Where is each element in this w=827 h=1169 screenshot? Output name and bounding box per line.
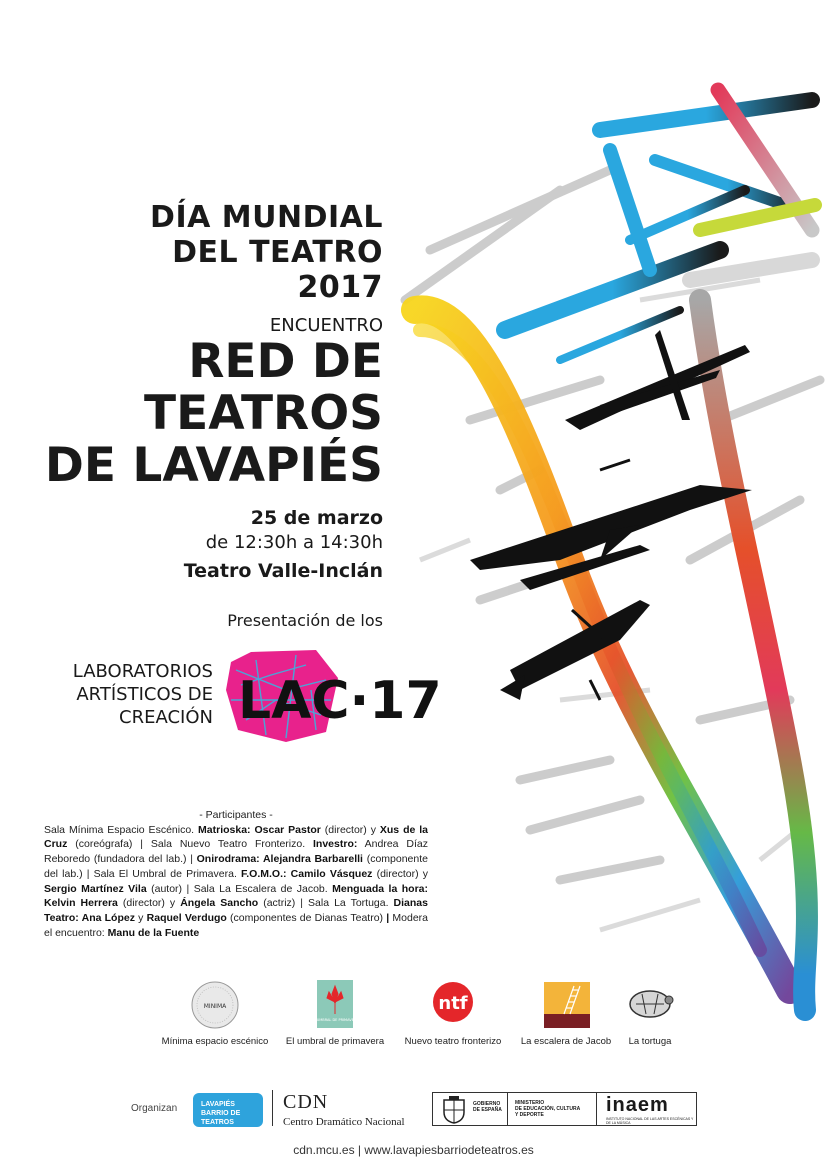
government-text — [473, 1101, 502, 1113]
cdn-logo-title: CDN — [283, 1091, 329, 1113]
lab-line-2: ARTÍSTICOS DE — [76, 684, 213, 705]
event-venue: Teatro Valle-Inclán — [183, 560, 383, 582]
divider — [272, 1090, 273, 1126]
venue-logo-tortuga — [620, 980, 680, 1047]
participants-text-14: Menguada la hora: Kelvin Herrera — [44, 882, 428, 910]
venue-logo-umbral — [285, 980, 385, 1047]
participants-header: - Participantes - — [199, 809, 273, 821]
ntf-logo-text: ntf — [438, 993, 468, 1014]
lavapies-logo-line-1: LAVAPIÉS — [201, 1101, 235, 1108]
title-line-2: DEL TEATRO — [172, 235, 383, 270]
participants-text-6: Investro: — [313, 838, 358, 851]
venue-caption: El umbral de primavera — [285, 1036, 385, 1047]
presentation-text: Presentación de los — [227, 611, 383, 630]
participants-text-21: (componentes de Dianas Teatro) — [226, 911, 387, 924]
minima-logo-icon — [185, 980, 245, 1030]
venue-caption: La tortuga — [628, 1036, 672, 1047]
participants-text-15: (director) y — [117, 897, 181, 910]
minima-logo-text: MINIMA — [203, 1003, 227, 1010]
government-logo — [432, 1092, 697, 1126]
participants-text-17: (actriz) | Sala La Tortuga. — [258, 897, 394, 910]
event-title-line-3: DE LAVAPIÉS — [44, 438, 383, 493]
participants-text-18: Dianas Teatro: Ana López — [44, 897, 428, 924]
participants-text-24: Manu de la Fuente — [107, 926, 200, 939]
participants-text-10: F.O.M.O.: Camilo Vásquez — [241, 867, 373, 880]
participants-text-19: y — [134, 911, 147, 924]
event-time: de 12:30h a 14:30h — [205, 532, 383, 553]
umbral-logo-text: EL UMBRAL DE PRIMAVERA — [311, 1018, 359, 1022]
lac17-logo-text: LAC·17 — [238, 671, 442, 731]
participants-text-11: (director) y — [372, 867, 428, 880]
participants-text-3: (director) y — [320, 823, 380, 836]
inaem-subtitle: INSTITUTO NACIONAL DE LAS ARTES ESCÉNICAS Y DE LA MÚSICA — [606, 1117, 694, 1125]
lab-line-3: CREACIÓN — [119, 707, 213, 728]
participants-text-8: Onirodrama: Alejandra Barbarelli — [196, 853, 363, 866]
umbral-logo-icon — [305, 980, 365, 1030]
ministry-text-1: MINISTERIO — [515, 1100, 545, 1106]
venue-caption: La escalera de Jacob — [520, 1036, 612, 1047]
venue-logo-ntf — [404, 980, 502, 1047]
government-text-2: DE ESPAÑA — [473, 1107, 502, 1113]
organizers-bar — [0, 1088, 827, 1138]
participants-text-16: Ángela Sancho — [180, 897, 259, 910]
ministry-text-3: Y DEPORTE — [515, 1112, 544, 1118]
event-title-line-2: TEATROS — [144, 386, 383, 441]
government-text-1: GOBIERNO — [473, 1101, 501, 1107]
lac17-logo — [226, 650, 442, 742]
event-title-line-1: RED DE — [188, 334, 383, 389]
lavapies-logo — [193, 1093, 263, 1127]
lavapies-logo-line-2: BARRIO DE — [201, 1110, 241, 1117]
footer-urls: cdn.mcu.es | www.lavapiesbarriodeteatros.es — [293, 1143, 534, 1157]
venue-logo-escalera — [520, 980, 612, 1047]
participants-text-1: Sala Mínima Espacio Escénico. — [44, 823, 195, 836]
venue-logos — [0, 980, 827, 1050]
coat-of-arms-icon — [441, 1096, 467, 1124]
cdn-logo-subtitle: Centro Dramático Nacional — [283, 1116, 405, 1128]
participants-text-13: (autor) | Sala La Escalera de Jacob. — [146, 882, 333, 895]
participants-text-12: Sergio Martínez Vila — [44, 882, 147, 895]
participants-text-23: Modera el encuentro: — [44, 911, 429, 939]
ministry-text-2: DE EDUCACIÓN, CULTURA — [515, 1106, 581, 1112]
organizers-label: Organizan — [131, 1103, 178, 1114]
title-block — [45, 200, 383, 492]
title-year: 2017 — [297, 270, 383, 305]
venue-caption: Nuevo teatro fronterizo — [404, 1036, 502, 1047]
participants-text-5: (coreógrafa) | Sala Nuevo Teatro Fronterizo. — [67, 838, 314, 851]
participants-text-7: Andrea Díaz Reboredo (fundadora del lab.) | — [44, 838, 428, 866]
ntf-logo-icon — [423, 980, 483, 1030]
participants-text-9: (componente del lab.) | Sala El Umbral de Primavera. — [44, 853, 428, 880]
cdn-logo — [283, 1091, 405, 1128]
participants-text-20: Raquel Verdugo — [146, 911, 227, 924]
participants-text-2: Matrioska: Oscar Pastor — [198, 823, 321, 836]
ladder-logo-icon — [536, 980, 596, 1030]
title-line-1: DÍA MUNDIAL — [150, 200, 383, 235]
venue-caption: Mínima espacio escénico — [161, 1036, 269, 1047]
ministry-text — [515, 1100, 580, 1118]
participants-text-4: Xus de la Cruz — [44, 823, 429, 851]
participants-text-22: | — [386, 911, 390, 924]
event-details — [184, 506, 383, 586]
participants-text — [44, 808, 428, 940]
divider — [507, 1093, 508, 1125]
lab-name — [73, 660, 213, 729]
lab-line-1: LABORATORIOS — [72, 661, 213, 682]
event-date: 25 de marzo — [250, 507, 383, 529]
title-subtitle: ENCUENTRO — [269, 315, 383, 336]
venue-logo-minima — [161, 980, 269, 1047]
divider — [596, 1093, 597, 1125]
lavapies-logo-line-3: TEATROS — [201, 1119, 234, 1126]
inaem-logo: inaem — [606, 1094, 669, 1116]
turtle-logo-icon — [620, 980, 680, 1030]
